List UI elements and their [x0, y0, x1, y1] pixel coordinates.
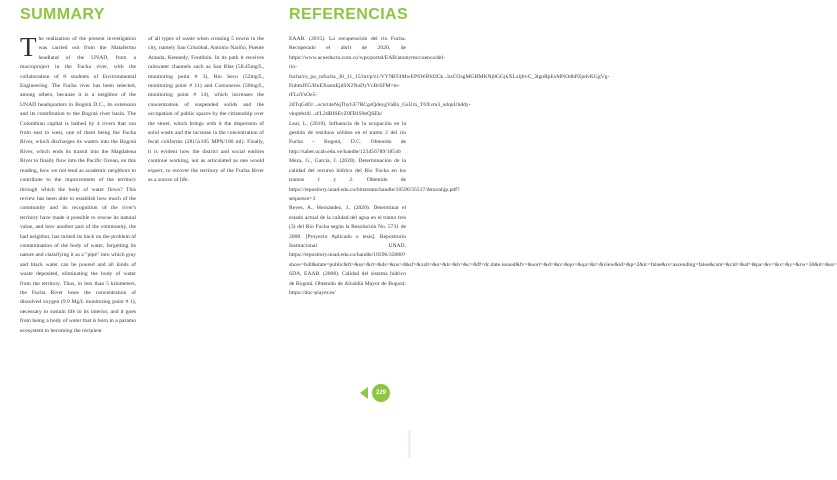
references-heading: REFERENCIAS — [289, 6, 409, 23]
summary-column-1 — [20, 32, 136, 336]
page-number-badge: 229 — [372, 384, 390, 402]
summary-column-2: of all types of waste when crossing 5 towns in the city, namely San Cristóbal, Antonio Nariño, Puente Aranda, Kennedy, Fontibón. In its path it receives rainwater channels such as San Blas (58.45mg/L, monitoring point # 3), Río Seco (52mg/L, monitoring point # 11) and Comuneros (50mg/L, monitoring point # 14), which increases the concentration of suspended solids and the occupation of public spaces by the citizenship over the street, which brings with it the dispersion of solid waste and the increase in the concentration of fecal coliforms (2815x105 MPN/100 ml). Finally, it is evident how the district and social entities continue working, not as articulated as one would expect, to recover the territory of the Fucha River as a source of life. — [148, 36, 264, 184]
summary-text-part-1: he realization of the present investigation was carried out from the Matafermo headland of the UNAD, from a macroproject in the Fucha river, with the collaboration of 8 students of Environmental Engineering. The Fucha river has been selected, among others, because it is a neighbor of the UNAD headquarters in Bogotá D.C., its extension and its contribution to the Bogotá river basin. The Colombian capital is bathed by 4 rivers that run from east to west, one of them being the Fucha River, which discharges its waters into the Bogotá River, which ends its transit into the Magdalena River to finally flow into the Pacific Ocean, on this reading, how we not tend as academic neighbors to contribute to the improvement of the territory through which the body of water flows? This review has been able to establish how much of the community and its recognition of the river's territory have made it possible to rescue its natural value, and how another part of the community, the bad neighbor, has turned its back on the problem of contamination of the body of water, forgetting its nature and classifying it as a "pipe" into which gray and black water can be poured and all kinds of waste deposited, eliminating the body of water from the territory. Thus, in less than 5 kilometers, the Fucha River loses the concentration of dissolved oxygen (9.9 Mg/L monitoring point # 1), necessary to sustain life in its interior, and it goes from being a body of water that is born in a paramo ecosystem to becoming the recipient — [20, 36, 136, 334]
references-list: EAAB. (2015). La recuperación del río Fucha. Recuperado el abril de 2020, de https://www.acueducto.com.co/wps/portal/EAB/anonyms/cuenca/del-rio-fucha/ro_pa_rofucha_30_11_15/lut/p/z1/VY9BT4MwEPSWBfd3Ck...bzCOsgMGHMKNj8GGjkXLxljltvC_3lgnRpEsMNOdbPZpdvKGgVg-FnbmJFG/BnEXssmEjdSX2NuDyVcBrSFM=m-tFLnYsOe5-2dTqGdO/...ocn/t4eNqThyGF7RCgsQdeygVaBx_GsUrn_T6Xvm3_sdqnUhddy-vkqtebzd/...d/L2dBISEvZ0FBIS9nQSEh/ Leal, L. (2019). Influencia de la ocupación en la gestión de residuos sólidos en el tramo 2 del río Fucha – Bogotá, D.C. Obtenido de http://saber.ucab.edu.ve/handle/123456789/18546 Meza, G., García, J. (2020). Determinación de la calidad del recurso hídrico del Río Fucha en los tramos 1 y 2. Obtenido de https://repository.unad.edu.co/bitstream/handle/10596/35517/dmorahjp.pdf?sequence=3 Reyes, A., Hernández, J., (2020). Determinar el estado actual de la calidad del agua en el tramo tres (3) del Río Fucha según la Resolución No. 5731 de 2008. [Proyecto Aplicado o tesis]. Repositorio Institucional UNAD. https://repository.unad.edu.co/handle/10596/35880?show=full&state=public&ft=&ss=&rt=&ds=&ns=4&sf=&xslt=&o=&h=&b=&c=&ff=dc.date.issued&fv=&sort=&d=&n=&qo=&qa=&t=&view&id=&p=2&lc=false&rs=ascending=false&csm=&cid=&af=&pa=&v=&x=&y=&rw=30&it=&ss= SDA, EAAB. (2008). Calidad del sistema hídrico de Bogotá. Obtenido de Alcaldía Mayor de Bogotá: https://doc-player.es/ — [289, 36, 837, 296]
summary-heading: SUMMARY — [20, 6, 105, 23]
page-edge-decoration — [408, 430, 411, 458]
drop-cap: T — [20, 32, 37, 62]
page-arrow-icon — [360, 387, 368, 399]
